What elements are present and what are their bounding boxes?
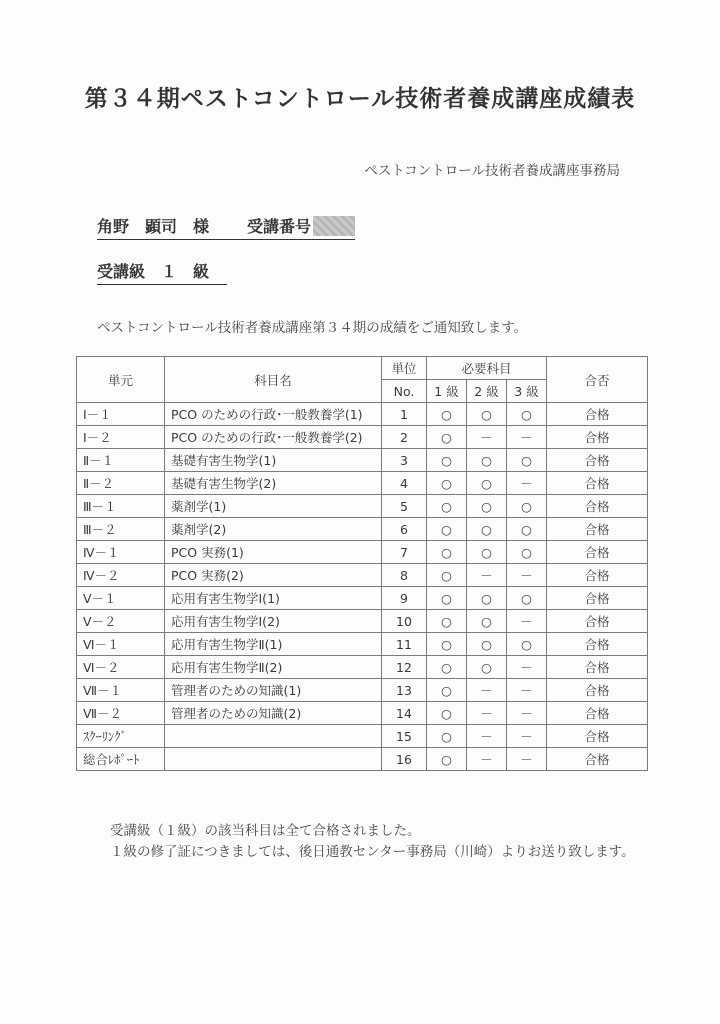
header-grade3: 3 級 (507, 380, 547, 403)
grade-line: 受講級 １ 級 (97, 259, 227, 285)
row-pass-result: 合格 (547, 518, 648, 541)
table-row (77, 403, 648, 426)
table-row (77, 426, 648, 449)
table-row (77, 702, 648, 725)
row-grade1-mark: ○ (427, 587, 467, 610)
row-grade1-mark: ○ (427, 541, 467, 564)
header-credit: 単位 (382, 357, 427, 380)
row-credit-no: 9 (382, 587, 427, 610)
row-grade3-mark: － (507, 564, 547, 587)
table-row (77, 541, 648, 564)
row-subject (165, 725, 382, 748)
row-unit: Ⅳ－１ (77, 541, 165, 564)
row-subject (165, 748, 382, 771)
row-grade1-mark: ○ (427, 633, 467, 656)
row-unit: Ⅰ－２ (77, 426, 165, 449)
row-subject: 応用有害生物学Ⅰ(1) (165, 587, 382, 610)
row-credit-no: 4 (382, 472, 427, 495)
row-credit-no: 3 (382, 449, 427, 472)
row-grade2-mark: ○ (467, 656, 507, 679)
header-grade2: 2 級 (467, 380, 507, 403)
row-grade2-mark: － (467, 564, 507, 587)
row-credit-no: 10 (382, 610, 427, 633)
row-grade3-mark: ○ (507, 518, 547, 541)
row-grade2-mark: － (467, 725, 507, 748)
row-grade1-mark: ○ (427, 610, 467, 633)
grades-table-body (77, 403, 648, 771)
table-row (77, 587, 648, 610)
intro-text: ペストコントロール技術者養成講座第３４期の成績をご通知致します。 (97, 320, 528, 336)
row-subject: 薬剤学(1) (165, 495, 382, 518)
row-grade1-mark: ○ (427, 495, 467, 518)
row-grade2-mark: ○ (467, 541, 507, 564)
row-credit-no: 14 (382, 702, 427, 725)
row-grade2-mark: ○ (467, 633, 507, 656)
row-unit: Ⅰ－１ (77, 403, 165, 426)
row-grade1-mark: ○ (427, 472, 467, 495)
row-subject: 管理者のための知識(1) (165, 679, 382, 702)
row-unit: Ⅱ－１ (77, 449, 165, 472)
row-unit: Ⅵ－１ (77, 633, 165, 656)
row-grade2-mark: ○ (467, 449, 507, 472)
row-credit-no: 12 (382, 656, 427, 679)
row-grade1-mark: ○ (427, 725, 467, 748)
table-row (77, 518, 648, 541)
row-grade1-mark: ○ (427, 426, 467, 449)
issuing-office: ペストコントロール技術者養成講座事務局 (364, 163, 620, 179)
row-credit-no: 13 (382, 679, 427, 702)
row-pass-result: 合格 (547, 472, 648, 495)
row-grade1-mark: ○ (427, 748, 467, 771)
row-subject: 応用有害生物学Ⅱ(2) (165, 656, 382, 679)
row-subject: PCO のための行政･一般教養学(2) (165, 426, 382, 449)
row-grade3-mark: ○ (507, 495, 547, 518)
row-grade1-mark: ○ (427, 564, 467, 587)
row-grade1-mark: ○ (427, 656, 467, 679)
row-unit: Ⅶ－２ (77, 702, 165, 725)
row-subject: 基礎有害生物学(2) (165, 472, 382, 495)
row-grade2-mark: ○ (467, 403, 507, 426)
row-subject: 管理者のための知識(2) (165, 702, 382, 725)
row-grade3-mark: － (507, 702, 547, 725)
row-grade1-mark: ○ (427, 403, 467, 426)
row-grade2-mark: ○ (467, 495, 507, 518)
row-grade3-mark: － (507, 725, 547, 748)
table-row (77, 564, 648, 587)
row-subject: 応用有害生物学Ⅱ(1) (165, 633, 382, 656)
table-row (77, 725, 648, 748)
row-unit: Ⅴ－１ (77, 587, 165, 610)
row-credit-no: 8 (382, 564, 427, 587)
row-credit-no: 11 (382, 633, 427, 656)
row-credit-no: 7 (382, 541, 427, 564)
row-grade2-mark: － (467, 702, 507, 725)
row-grade3-mark: ○ (507, 403, 547, 426)
row-grade3-mark: － (507, 610, 547, 633)
row-subject: 応用有害生物学Ⅰ(2) (165, 610, 382, 633)
document-title: 第３４期ペストコントロール技術者養成講座成績表 (84, 86, 636, 112)
row-credit-no: 1 (382, 403, 427, 426)
row-grade2-mark: － (467, 748, 507, 771)
header-required: 必要科目 (427, 357, 547, 380)
row-grade3-mark: ○ (507, 633, 547, 656)
row-pass-result: 合格 (547, 587, 648, 610)
row-credit-no: 15 (382, 725, 427, 748)
row-pass-result: 合格 (547, 426, 648, 449)
row-subject: PCO のための行政･一般教養学(1) (165, 403, 382, 426)
row-grade2-mark: ○ (467, 518, 507, 541)
row-unit: Ⅲ－１ (77, 495, 165, 518)
row-pass-result: 合格 (547, 495, 648, 518)
row-subject: 基礎有害生物学(1) (165, 449, 382, 472)
row-unit: Ⅳ－２ (77, 564, 165, 587)
table-row (77, 679, 648, 702)
row-grade3-mark: － (507, 656, 547, 679)
row-pass-result: 合格 (547, 403, 648, 426)
row-pass-result: 合格 (547, 679, 648, 702)
footer-line-1: 受講級（１級）の該当科目は全て合格されました。 (110, 823, 421, 839)
row-unit: 総合ﾚﾎﾟｰﾄ (77, 748, 165, 771)
table-row (77, 472, 648, 495)
row-grade3-mark: ○ (507, 587, 547, 610)
row-grade1-mark: ○ (427, 679, 467, 702)
row-grade2-mark: － (467, 426, 507, 449)
row-grade3-mark: － (507, 679, 547, 702)
table-row (77, 656, 648, 679)
row-pass-result: 合格 (547, 449, 648, 472)
row-grade1-mark: ○ (427, 518, 467, 541)
row-grade2-mark: － (467, 679, 507, 702)
row-grade3-mark: ○ (507, 541, 547, 564)
row-pass-result: 合格 (547, 564, 648, 587)
row-pass-result: 合格 (547, 748, 648, 771)
row-pass-result: 合格 (547, 656, 648, 679)
row-grade2-mark: ○ (467, 587, 507, 610)
row-grade1-mark: ○ (427, 702, 467, 725)
recipient-line (97, 214, 355, 240)
table-row (77, 495, 648, 518)
header-pass: 合否 (547, 357, 648, 403)
row-unit: Ⅱ－２ (77, 472, 165, 495)
row-grade3-mark: ○ (507, 449, 547, 472)
row-credit-no: 6 (382, 518, 427, 541)
header-grade1: 1 級 (427, 380, 467, 403)
row-pass-result: 合格 (547, 702, 648, 725)
row-subject: 薬剤学(2) (165, 518, 382, 541)
recipient-name: 角野 顕司 様 (97, 217, 210, 236)
header-no: No. (382, 380, 427, 403)
row-unit: Ⅵ－２ (77, 656, 165, 679)
header-subject: 科目名 (165, 357, 382, 403)
redacted-number (313, 216, 355, 236)
row-credit-no: 16 (382, 748, 427, 771)
row-pass-result: 合格 (547, 725, 648, 748)
row-grade1-mark: ○ (427, 449, 467, 472)
grades-table (76, 356, 648, 771)
row-credit-no: 2 (382, 426, 427, 449)
row-subject: PCO 実務(2) (165, 564, 382, 587)
registration-number-label: 受講番号 (247, 217, 312, 236)
table-row (77, 449, 648, 472)
row-credit-no: 5 (382, 495, 427, 518)
row-grade2-mark: ○ (467, 472, 507, 495)
row-grade3-mark: － (507, 426, 547, 449)
row-unit: Ⅴ－２ (77, 610, 165, 633)
row-grade3-mark: － (507, 748, 547, 771)
row-pass-result: 合格 (547, 633, 648, 656)
table-row (77, 610, 648, 633)
header-unit: 単元 (77, 357, 165, 403)
row-subject: PCO 実務(1) (165, 541, 382, 564)
table-row (77, 633, 648, 656)
row-unit: ｽｸｰﾘﾝｸﾞ (77, 725, 165, 748)
row-grade3-mark: － (507, 472, 547, 495)
row-pass-result: 合格 (547, 541, 648, 564)
table-row (77, 748, 648, 771)
footer-line-2: １級の修了証につきましては、後日通教センター事務局（川崎）よりお送り致します。 (110, 844, 635, 860)
row-pass-result: 合格 (547, 610, 648, 633)
row-grade2-mark: ○ (467, 610, 507, 633)
row-unit: Ⅲ－２ (77, 518, 165, 541)
row-unit: Ⅶ－１ (77, 679, 165, 702)
